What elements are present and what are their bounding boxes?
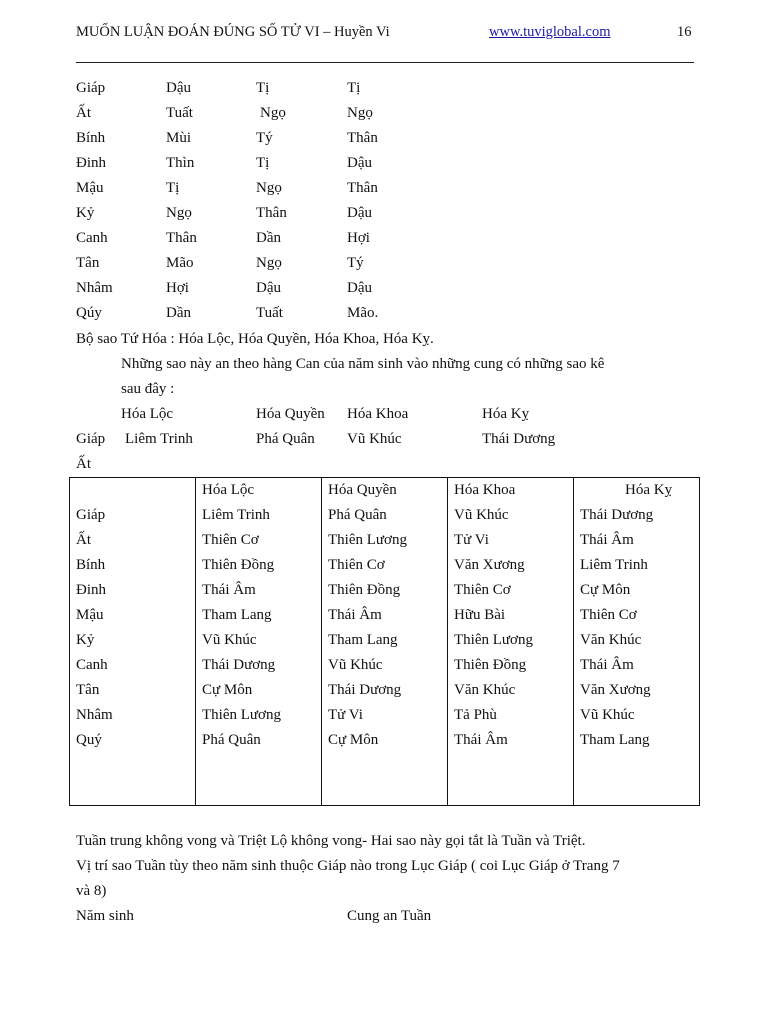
table-row-label: Canh [76,657,108,673]
list-cell: Tị [347,80,361,96]
list-cell: Tý [347,255,364,271]
table-cell: Thiên Lương [454,632,533,648]
list-cell: Ngọ [347,105,373,121]
example-hoa-loc: Liêm Trinh [125,431,193,447]
table-cell: Phá Quân [202,732,261,748]
list-cell: Thân [347,130,378,146]
table-cell: Thiên Đồng [202,557,275,573]
list-can-label: Đinh [76,155,106,171]
footer-line1: Tuần trung không vong và Triệt Lộ không vong- Hai sao này gọi tắt là Tuần và Triệt. [76,833,586,849]
list-can-label: Giáp [76,80,106,96]
table-row-label: Mậu [76,607,104,623]
list-cell: Tuất [166,105,193,121]
list-cell: Mùi [166,130,192,146]
list-can-label: Canh [76,230,108,246]
list-cell: Tị [166,180,180,196]
table-cell: Tham Lang [580,732,650,748]
table-divider [321,478,322,805]
list-cell: Dậu [347,280,372,296]
table-cell: Vũ Khúc [580,707,635,723]
table-cell: Văn Khúc [580,632,642,648]
list-can-label: Qúy [76,305,102,321]
list-cell: Dần [256,230,281,246]
table-cell: Cự Môn [202,682,253,698]
table-divider [573,478,574,805]
list-cell: Tị [256,155,270,171]
table-cell: Vũ Khúc [328,657,383,673]
col-header-hoa-quyen: Hóa Quyền [256,406,325,422]
list-cell: Tuất [256,305,283,321]
list-cell: Tị [256,80,270,96]
page-number: 16 [677,24,692,40]
table-cell: Văn Khúc [454,682,516,698]
list-cell: Dậu [256,280,281,296]
list-cell: Hợi [166,280,189,296]
document-title: MUỐN LUẬN ĐOÁN ĐÚNG SỐ TỬ VI – Huyền Vi [76,24,390,40]
example-hoa-quyen: Phá Quân [256,431,315,447]
table-cell: Thiên Cơ [454,582,511,598]
col-header-hoa-khoa: Hóa Khoa [347,406,409,422]
list-can-label: Ất [76,105,91,121]
footer-col-nam-sinh: Năm sinh [76,908,134,924]
list-can-label: Nhâm [76,280,113,296]
footer-line2: Vị trí sao Tuần tùy theo năm sinh thuộc Giáp nào trong Lục Giáp ( coi Lục Giáp ở Trang 7 [76,858,620,874]
table-cell: Thái Dương [202,657,276,673]
table-row-label: Đinh [76,582,106,598]
list-cell: Dậu [166,80,191,96]
list-can-label: Tân [76,255,100,271]
tu-hoa-table [69,477,700,806]
table-cell: Liêm Trinh [580,557,648,573]
table-cell: Thái Âm [202,582,256,598]
table-cell: Thiên Cơ [328,557,385,573]
table-row-label: Giáp [76,507,106,523]
table-divider [447,478,448,805]
example-hoa-ky: Thái Dương [482,431,556,447]
list-can-label: Bính [76,130,106,146]
table-cell: Thái Dương [580,507,654,523]
list-cell: Mão [166,255,194,271]
list-cell: Thân [256,205,287,221]
example-can: Giáp [76,431,106,447]
table-cell: Phá Quân [328,507,387,523]
page-header [76,24,694,48]
col-header-hoa-ky: Hóa Kỵ [482,406,530,422]
table-cell: Thái Âm [328,607,382,623]
table-row-label: Nhâm [76,707,113,723]
table-cell: Tử Vi [328,707,363,723]
section-heading: Bộ sao Tứ Hóa : Hóa Lộc, Hóa Quyền, Hóa Khoa, Hóa Kỵ. [76,331,434,347]
list-cell: Thân [166,230,197,246]
table-divider [195,478,196,805]
table-cell: Tả Phù [454,707,497,723]
list-cell: Ngọ [256,180,282,196]
table-cell: Thiên Đồng [454,657,527,673]
table-header-cell: Hóa Lộc [202,482,255,498]
table-cell: Thiên Cơ [202,532,259,548]
table-cell: Thiên Cơ [580,607,637,623]
table-cell: Thái Âm [580,657,634,673]
table-cell: Văn Xương [454,557,525,573]
list-cell: Ngọ [166,205,192,221]
footer-line3: và 8) [76,883,107,899]
header-divider [76,62,694,63]
table-row-label: Ất [76,532,91,548]
list-cell: Tý [256,130,273,146]
footer-col-cung-an-tuan: Cung an Tuần [347,908,432,924]
list-cell: Hợi [347,230,370,246]
table-header-cell: Hóa Khoa [454,482,516,498]
list-cell: Dậu [347,155,372,171]
table-cell: Thái Âm [580,532,634,548]
table-cell: Văn Xương [580,682,651,698]
table-row-label: Kỷ [76,632,95,648]
example-hoa-khoa: Vũ Khúc [347,431,402,447]
table-cell: Tham Lang [328,632,398,648]
table-cell: Vũ Khúc [454,507,509,523]
after-label: Ất [76,456,91,472]
table-cell: Thái Âm [454,732,508,748]
table-row-label: Quý [76,732,102,748]
table-header-cell: Hóa Kỵ [625,482,673,498]
list-can-label: Mậu [76,180,104,196]
table-cell: Hữu Bài [454,607,506,623]
table-cell: Thái Dương [328,682,402,698]
list-cell: Dậu [347,205,372,221]
list-cell: Dần [166,305,191,321]
list-can-label: Kỷ [76,205,95,221]
table-cell: Liêm Trinh [202,507,270,523]
table-cell: Tham Lang [202,607,272,623]
website-link[interactable]: www.tuviglobal.com [489,24,611,40]
table-cell: Tử Vi [454,532,489,548]
table-row-label: Tân [76,682,100,698]
section-intro-line2: sau đây : [121,381,175,397]
table-header-cell: Hóa Quyền [328,482,397,498]
table-cell: Cự Môn [328,732,379,748]
section-intro-line1: Những sao này an theo hàng Can của năm sinh vào những cung có những sao kê [121,356,605,372]
list-cell: Ngọ [260,105,286,121]
table-cell: Vũ Khúc [202,632,257,648]
table-cell: Thiên Lương [202,707,281,723]
list-cell: Thìn [166,155,195,171]
table-cell: Thiên Lương [328,532,407,548]
list-cell: Thân [347,180,378,196]
table-cell: Thiên Đồng [328,582,401,598]
list-cell: Mão. [347,305,379,321]
list-cell: Ngọ [256,255,282,271]
col-header-hoa-loc: Hóa Lộc [121,406,174,422]
table-row-label: Bính [76,557,106,573]
table-cell: Cự Môn [580,582,631,598]
